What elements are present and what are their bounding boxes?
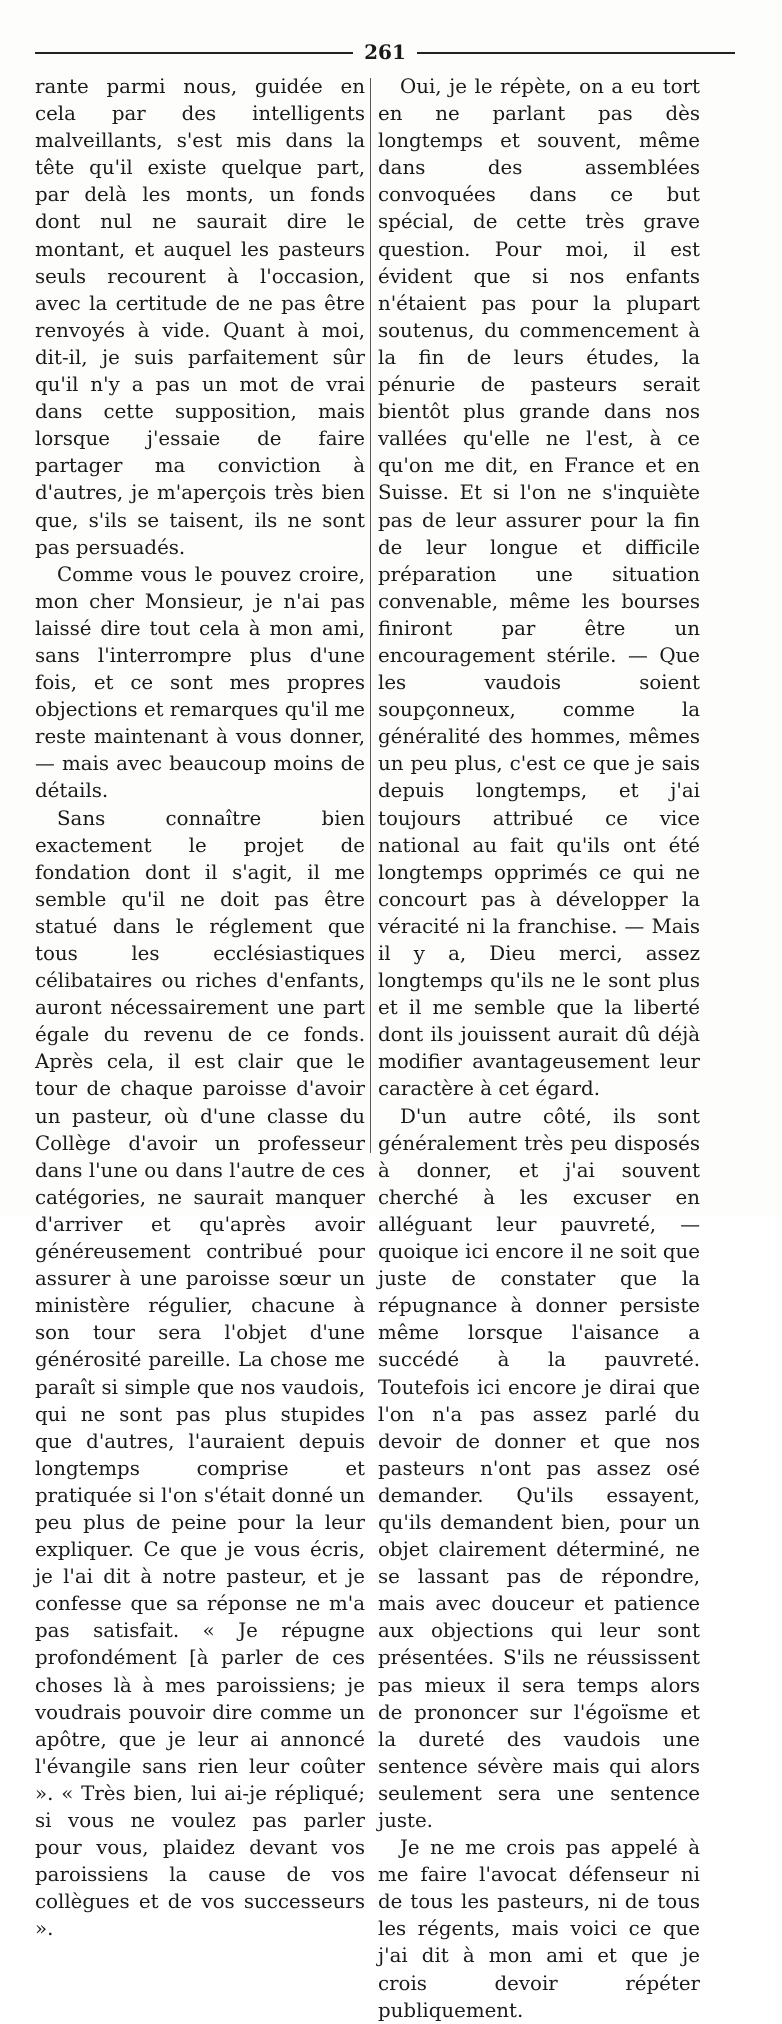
paragraph: Sans connaître bien exactement le projet de fondation dont il s'agit, il me semble qu'il ne doit pas être statué dans le réglement que tous les ecclésiastiques célibataires ou riches d'enfants, auront nécessairement une part égale du revenu de ce fonds. Après cela, il est clair que le tour de chaque paroisse d'avoir un pasteur, où d'une classe du Collège d'avoir un professeur dans l'une ou dans l'autre de ces catégories, ne saurait manquer d'arriver et qu'après avoir généreusement contribué pour assurer à une paroisse sœur un ministère régulier, chacune à son tour sera l'objet d'une générosité pareille. La chose me paraît si simple que nos vaudois, qui ne sont pas plus stupides que d'autres, l'auraient depuis longtemps comprise et pratiquée si l'on s'était donné un peu plus de peine pour la leur expliquer. Ce que je vous écris, je l'ai dit à notre pasteur, et je confesse que sa réponse ne m'a pas satisfait. « Je répugne profondément [à parler de ces choses là à mes paroissiens; je voudrais pouvoir dire comme un apôtre, que je leur ai annoncé l'évangile sans rien leur coûter ». « Très bien, lui ai-je répliqué; si vous ne voulez pas parler pour vous, plaidez devant vos paroissiens la cause de vos collègues et de vos successeurs ». bbox=[35, 806, 365, 1941]
header-rule-right bbox=[417, 52, 735, 54]
page-number: 261 bbox=[364, 40, 406, 64]
left-column bbox=[35, 73, 365, 1942]
right-column bbox=[378, 73, 700, 2024]
paragraph: D'un autre côté, ils sont généralement très peu disposés à donner, et j'ai souvent cherché à les excuser en alléguant leur pauvreté, — quoique ici encore il ne soit que juste de constater que la répugnance à donner persiste même lorsque l'aisance a succédé à la pauvreté. Toutefois ici encore je dirai que l'on n'a pas assez parlé du devoir de donner et que nos pasteurs n'ont pas assez osé demander. Qu'ils essayent, qu'ils demandent bien, pour un objet clairement déterminé, ne se lassant pas de répondre, mais avec douceur et patience aux objections qui leur sont présentées. S'ils ne réussissent pas mieux il sera temps alors de prononcer sur l'égoïsme et la dureté des vaudois une sentence sévère mais qui alors seulement sera une sentence juste. bbox=[378, 1104, 700, 1832]
header-rule-left bbox=[35, 52, 353, 54]
column-divider bbox=[370, 78, 371, 1153]
page-header bbox=[35, 40, 735, 64]
paragraph: Comme vous le pouvez croire, mon cher Monsieur, je n'ai pas laissé dire tout cela à mon ami, sans l'interrompre plus d'une fois, et ce sont mes propres objections et remarques qu'il me reste maintenant à vous donner, — mais avec beaucoup moins de détails. bbox=[35, 562, 365, 803]
paragraph: Je ne me crois pas appelé à me faire l'avocat défenseur ni de tous les pasteurs, ni de tous les régents, mais voici ce que j'ai dit à mon ami et que je crois devoir répéter publiquement. bbox=[378, 1836, 700, 2022]
paragraph: Oui, je le répète, on a eu tort en ne parlant pas dès longtemps et souvent, même dans des assemblées convoquées dans ce but spécial, de cette très grave question. Pour moi, il est évident que si nos enfants n'étaient pas pour la plupart soutenus, du commencement à la fin de leurs études, la pénurie de pasteurs serait bientôt plus grande dans nos vallées qu'elle ne l'est, à ce qu'on me dit, en France et en Suisse. Et si l'on ne s'inquiète pas de leur assurer pour la fin de leur longue et difficile préparation une situation convenable, même les bourses finiront par être un encouragement stérile. — Que les vaudois soient soupçonneux, comme la généralité des hommes, mêmes un peu plus, c'est ce que je sais depuis longtemps, et j'ai toujours attribué ce vice national au fait qu'ils ont été longtemps opprimés ce qui ne concourt pas à développer la véracité ni la franchise. — Mais il y a, Dieu merci, assez longtemps qu'ils ne le sont plus et il me semble que la liberté dont ils jouissent aurait dû déjà modifier avantageusement leur caractère à cet égard. bbox=[378, 75, 700, 1101]
paragraph: rante parmi nous, guidée en cela par des intelligents malveillants, s'est mis dans la tête qu'il existe quelque part, par delà les monts, un fonds dont nul ne saurait dire le montant, et auquel les pasteurs seuls recourent à l'occasion, avec la certitude de ne pas être renvoyés à vide. Quant à moi, dit-il, je suis parfaitement sûr qu'il n'y a pas un mot de vrai dans cette supposition, mais lorsque j'essaie de faire partager ma conviction à d'autres, je m'aperçois très bien que, s'ils se taisent, ils ne sont pas persuadés. bbox=[35, 75, 365, 559]
